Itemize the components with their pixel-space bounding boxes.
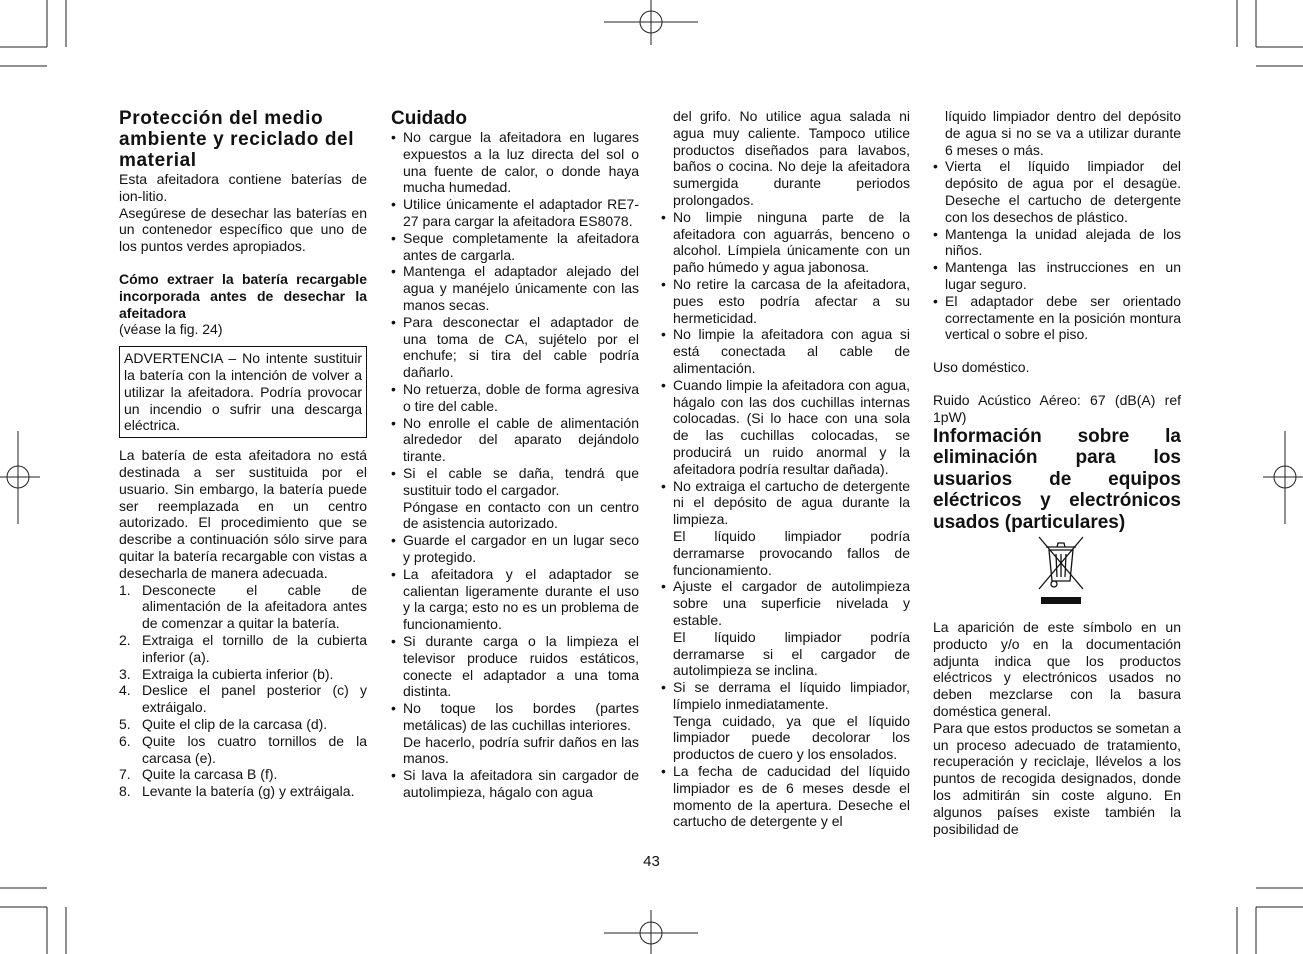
- removal-steps-list: [119, 582, 367, 800]
- care-bullet: • Si el cable se daña, tendrá que sustituir todo el cargador. Póngase en contacto con un centro de asistencia autorizado.: [391, 465, 639, 532]
- disposal-lead: líquido limpiador dentro del depósito de agua si no se va a utilizar durante 6 meses o más.: [945, 108, 1181, 158]
- removal-step: 6. Quite los cuatro tornillos de la carcasa (e).: [119, 732, 367, 766]
- disposal-heading: Información sobre la eliminación para los usuarios de equipos eléctricos y electrónicos usados (particulares): [933, 425, 1181, 533]
- care-bullet: • No toque los bordes (partes metálicas) de las cuchillas interiores. De hacerlo, podría sufrir daños en las manos.: [391, 700, 639, 767]
- care-bullet: • Si durante carga o la limpieza el televisor produce ruidos estáticos, conecte el adaptador a una toma distinta.: [391, 633, 639, 700]
- crossed-out-wheelie-bin-icon: [1033, 533, 1089, 609]
- disposal-bullet-list: [933, 158, 1181, 343]
- care-bullet: • Ajuste el cargador de autolimpieza sobre una superficie nivelada y estable. El líquido limpiador podría derramarse si el cargador de autolimpieza se inclina.: [661, 578, 910, 679]
- care-bullet: • No cargue la afeitadora en lugares expuestos a la luz directa del sol o una fuente de calor, o donde haya mucha humedad.: [391, 129, 639, 196]
- care-bullet: • No limpie ninguna parte de la afeitadora con aguarrás, benceno o alcohol. Límpiela únicamente con un paño húmedo y agua jabonosa.: [661, 209, 910, 276]
- care-bullet: • Guarde el cargador en un lugar seco y protegido.: [391, 532, 639, 566]
- battery-body-text: La batería de esta afeitadora no está destinada a ser sustituida por el usuario. Sin embargo, la batería puede ser reemplazada en un centro autorizado. El procedimiento que se describe a continuación sólo sirve para quitar la batería recargable con vistas a desecharla de manera adecuada.: [119, 447, 367, 581]
- care-bullet: • La fecha de caducidad del líquido limpiador es de 6 meses desde el momento de la apertura. Deseche el cartucho de detergente y el: [661, 763, 910, 830]
- figure-reference: (véase la fig. 24): [119, 321, 223, 338]
- care-bullet: • Cuando limpie la afeitadora con agua, hágalo con las dos cuchillas internas colocadas. (Si lo hace con una sola de las cuchillas colocadas, se producirá un ruido anormal y la afeitadora podría resultar dañada).: [661, 377, 910, 478]
- column-care-continued: [661, 108, 910, 830]
- column-disposal: [933, 108, 1181, 837]
- disposal-body-text: La aparición de este símbolo en un producto y/o en la documentación adjunta indica que los productos eléctricos y electrónicos usados no deben mezclarse con la basura doméstica general.: [933, 619, 1181, 720]
- environment-intro-1: Esta afeitadora contiene baterías de ion-litio.: [119, 171, 367, 204]
- care-bullet: • No retire la carcasa de la afeitadora, pues esto podría afectar a su hermeticidad.: [661, 276, 910, 326]
- care-bullet: • Utilice únicamente el adaptador RE7-27 para cargar la afeitadora ES8078.: [391, 196, 639, 230]
- removal-step: 7. Quite la carcasa B (f).: [119, 766, 278, 783]
- care-bullet: • Para desconectar el adaptador de una toma de CA, sujételo por el enchufe; si tira del cable podría dañarlo.: [391, 314, 639, 381]
- care-heading: Cuidado: [391, 108, 467, 129]
- removal-step: 8. Levante la batería (g) y extráigala.: [119, 783, 355, 800]
- care-continued-lead: del grifo. No utilice agua salada ni agua muy caliente. Tampoco utilice productos diseñados para lavabos, baños o cocina. No deje la afeitadora sumergida durante periodos prolongados.: [673, 108, 910, 208]
- environment-intro-2: Asegúrese de desechar las baterías en un contenedor específico que uno de los puntos verdes apropiados.: [119, 204, 367, 255]
- care-bullet: • Mantenga las instrucciones en un lugar seguro.: [933, 259, 1181, 293]
- warning-box: ADVERTENCIA – No intente sustituir la batería con la intención de volver a utilizar la afeitadora. Podría provocar un incendio o sufrir una descarga eléctrica.: [119, 346, 367, 438]
- care-bullet: • Mantenga la unidad alejada de los niños.: [933, 226, 1181, 260]
- page-number: 43: [643, 853, 660, 870]
- care-bullet: • No enrolle el cable de alimentación alrededor del aparato dejándolo tirante.: [391, 415, 639, 465]
- disposal-body-text-2: Para que estos productos se sometan a un proceso adecuado de tratamiento, recuperación y reciclaje, llévelos a los puntos de recogida designados, donde los admitirán sin coste alguno. En algunos países existe también la posibilidad de: [933, 719, 1181, 837]
- acoustic-noise-note: Ruido Acústico Aéreo: 67 (dB(A) ref 1pW): [933, 391, 1181, 425]
- removal-step: 1. Desconecte el cable de alimentación de la afeitadora antes de comenzar a quitar la batería.: [119, 581, 367, 632]
- removal-step: 3. Extraiga la cubierta inferior (b).: [119, 665, 334, 682]
- battery-removal-subheading: Cómo extraer la batería recargable incorporada antes de desechar la afeitadora: [119, 270, 367, 321]
- domestic-use-note: Uso doméstico.: [933, 359, 1030, 376]
- column-care: [391, 108, 639, 801]
- column-environment: [119, 108, 367, 800]
- care-bullet-list: [391, 129, 639, 801]
- care-bullet: • Si se derrama el líquido limpiador, límpielo inmediatamente. Tenga cuidado, ya que el líquido limpiador puede decolorar los productos de cuero y los ensolados.: [661, 679, 910, 763]
- care-continued-bullet-list: [661, 209, 910, 830]
- removal-step: 2. Extraiga el tornillo de la cubierta inferior (a).: [119, 631, 367, 665]
- care-bullet: • Vierta el líquido limpiador del depósito de agua por el desagüe. Deseche el cartucho de detergente con los desechos de plástico.: [933, 158, 1181, 225]
- care-bullet: • No limpie la afeitadora con agua si está conectada al cable de alimentación.: [661, 326, 910, 376]
- care-bullet: • Si lava la afeitadora sin cargador de autolimpieza, hágalo con agua: [391, 767, 639, 801]
- removal-step: 5. Quite el clip de la carcasa (d).: [119, 715, 328, 732]
- care-bullet: • El adaptador debe ser orientado correctamente en la posición montura vertical o sobre el piso.: [933, 293, 1181, 343]
- care-bullet: • La afeitadora y el adaptador se calientan ligeramente durante el uso y la carga; esto no es un problema de funcionamiento.: [391, 566, 639, 633]
- care-bullet: • Seque completamente la afeitadora antes de cargarla.: [391, 230, 639, 264]
- care-bullet: • No extraiga el cartucho de detergente ni el depósito de agua durante la limpieza. El líquido limpiador podría derramarse provocando fallos de funcionamiento.: [661, 478, 910, 579]
- care-bullet: • Mantenga el adaptador alejado del agua y manéjelo únicamente con las manos secas.: [391, 263, 639, 313]
- removal-step: 4. Deslice el panel posterior (c) y extráigalo.: [119, 682, 367, 716]
- care-bullet: • No retuerza, doble de forma agresiva o tire del cable.: [391, 381, 639, 415]
- environment-heading: Protección del medio ambiente y reciclado del material: [119, 108, 355, 171]
